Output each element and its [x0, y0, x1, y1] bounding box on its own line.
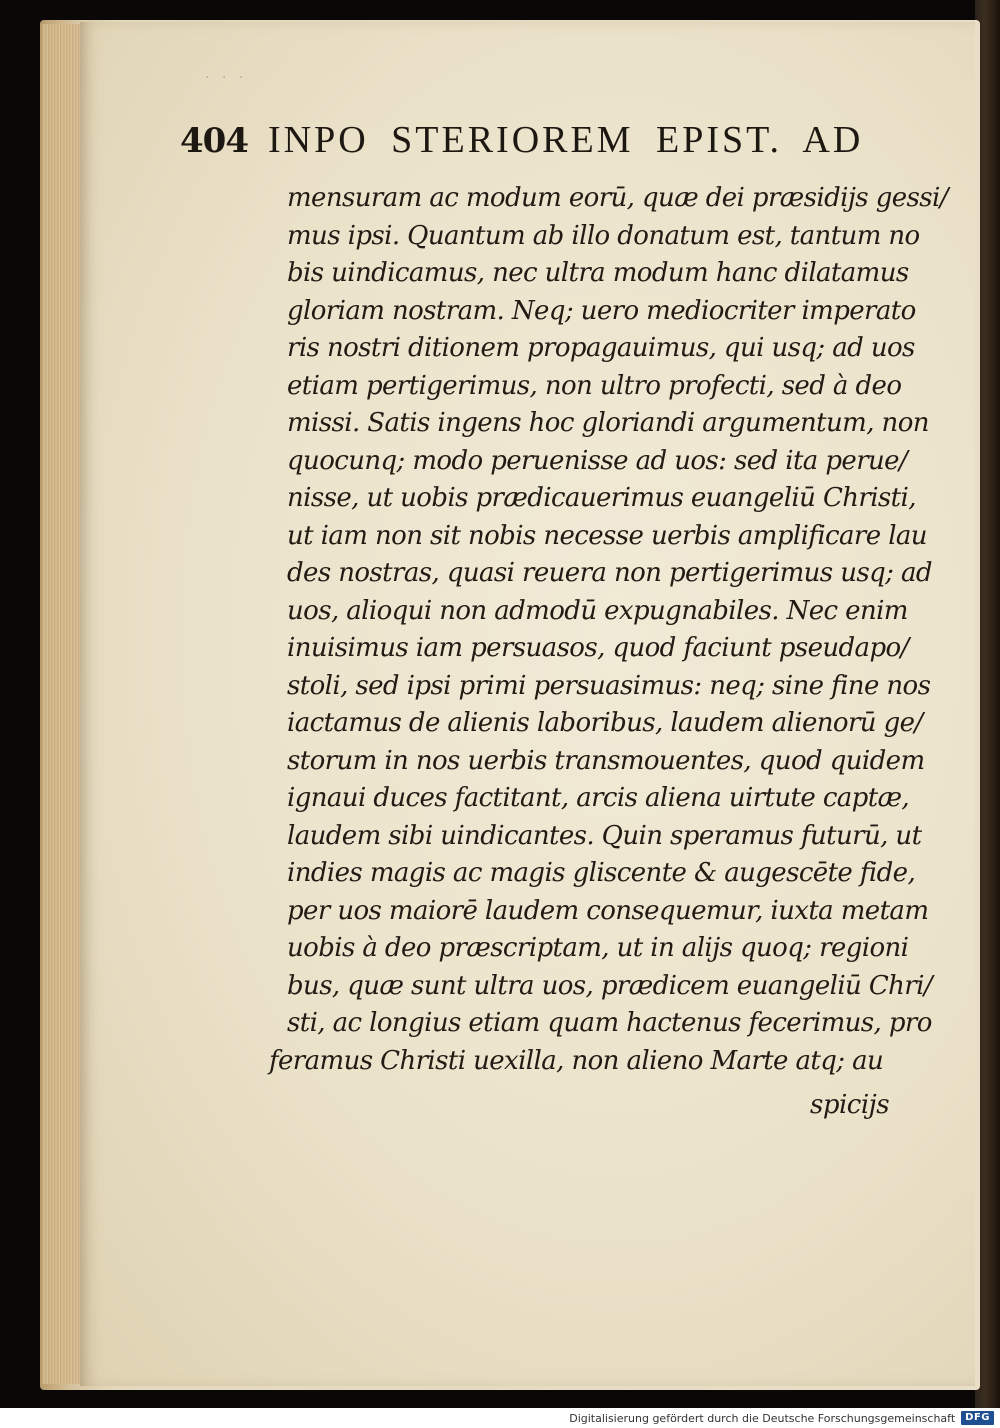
- text-line: mensuram ac modum eorū, quæ dei præsidijs gessi/: [287, 183, 948, 213]
- text-line: laudem sibi uindicantes. Quin speramus futurū, ut: [287, 820, 922, 851]
- text-line: gloriam nostram. Neq; uero mediocriter imperato: [287, 295, 916, 326]
- footer-bar: [0, 1408, 1000, 1428]
- funding-note: Digitalisierung gefördert durch die Deutsche Forschungsgemeinschaft: [569, 1411, 956, 1425]
- text-line: uobis à deo præscriptam, ut in alijs quoq; regioni: [287, 933, 909, 963]
- running-head: INPO STERIOREM EPIST. AD: [267, 119, 864, 161]
- text-line: per uos maiorē laudem consequemur, iuxta metam: [287, 895, 929, 926]
- page-header: [180, 118, 910, 162]
- text-line: stoli, sed ipsi primi persuasimus: neq; sine fine nos: [287, 670, 931, 701]
- text-line: uos, alioqui non admodū expugnabiles. Nec enim: [287, 595, 908, 626]
- text-line: iactamus de alienis laboribus, laudem alienorū ge/: [287, 708, 923, 738]
- text-line: inuisimus iam persuasos, quod faciunt pseudapo/: [287, 633, 909, 663]
- faint-mark: · · ·: [205, 70, 248, 86]
- text-line: indies magis ac magis gliscente & augescēte fide,: [287, 858, 916, 888]
- text-line: storum in nos uerbis transmouentes, quod quidem: [287, 745, 925, 776]
- text-line: ut iam non sit nobis necesse uerbis amplificare lau: [287, 520, 927, 551]
- text-line: ignaui duces factitant, arcis aliena uirtute captæ,: [287, 783, 910, 813]
- text-line: missi. Satis ingens hoc gloriandi argumentum, non: [287, 408, 929, 438]
- text-line: des nostras, quasi reuera non pertigerimus usq; ad: [287, 558, 932, 588]
- text-line: bus, quæ sunt ultra uos, prædicem euangeliū Chri/: [287, 970, 933, 1001]
- leaf-edges: [42, 24, 80, 1384]
- text-line: etiam pertigerimus, non ultro profecti, sed à deo: [287, 370, 902, 401]
- text-line: quocunq; modo peruenisse ad uos: sed ita perue/: [287, 445, 908, 476]
- catchword: spicijs: [810, 1090, 890, 1120]
- page-number: 404: [180, 121, 248, 161]
- body-text: [269, 180, 948, 1080]
- text-line: nisse, ut uobis prædicauerimus euangeliū Christi,: [287, 483, 916, 513]
- text-line: mus ipsi. Quantum ab illo donatum est, tantum no: [287, 220, 920, 251]
- text-line: bis uindicamus, nec ultra modum hanc dilatamus: [287, 258, 909, 288]
- text-line: feramus Christi uexilla, non alieno Marte atq; au: [269, 1045, 884, 1076]
- text-line: sti, ac longius etiam quam hactenus fecerimus, pro: [287, 1008, 932, 1038]
- dfg-logo: DFG: [961, 1411, 994, 1425]
- text-line: ris nostri ditionem propagauimus, qui usq; ad uos: [287, 333, 915, 363]
